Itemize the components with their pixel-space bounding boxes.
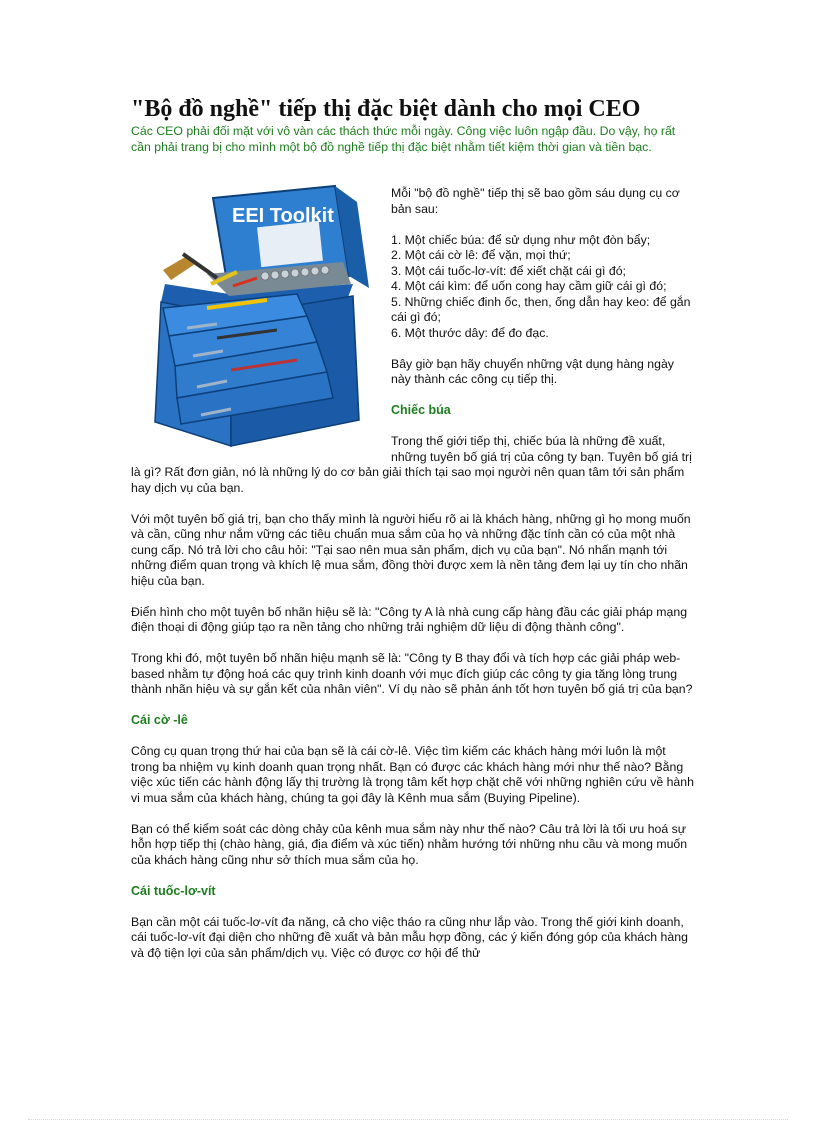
body-paragraph: Công cụ quan trọng thứ hai của bạn sẽ là cái cờ-lê. Việc tìm kiếm các khách hàng mới luôn là một trong ba nhiệm vụ kinh doanh quan trọng nhất. Bạn có được các khách hàng mới như thế nào? Bằng việc xúc tiến các hành động lấy thị trường là trọng tâm kết hợp chặt chẽ với những nghiên cứu về hành vi mua sắm của khách hàng, chúng ta gọi đây là Kênh mua sắm (Buying Pipeline). [131, 744, 694, 805]
transition-paragraph: Bây giờ bạn hãy chuyển những vật dụng hàng ngày này thành các công cụ tiếp thị. [391, 356, 674, 386]
page-bottom-divider [28, 1119, 788, 1120]
body-paragraph: Bạn cần một cái tuốc-lơ-vít đa năng, cả cho việc tháo ra cũng như lắp vào. Trong thế giới kinh doanh, cái tuốc-lơ-vít đại diện cho những đề xuất và bản mẫu hợp đồng, các ý kiến đóng góp của khách hàng và độ tiện lợi của sản phẩm/dịch vụ. Việc có được cơ hội để thử [131, 914, 688, 960]
section-heading-wrench: Cái cờ -lê [131, 713, 188, 727]
body-paragraph: Trong thế giới tiếp thị, chiếc búa là những đề xuất, những tuyên bố giá trị của công ty bạn. Tuyên bố giá trị là gì? Rất đơn giản, nó là những lý do cơ bản giải thích tại sao mọi người nên quan tâm tới sản phẩm hay dịch vụ của bạn. [131, 434, 692, 495]
toolkit-label: EEI Toolkit [232, 205, 334, 227]
toolbox-illustration [147, 184, 379, 456]
list-item: 4. Một cái kìm: để uốn cong hay cầm giữ cái gì đó; [391, 279, 667, 293]
body-paragraph: Trong khi đó, một tuyên bố nhãn hiệu mạnh sẽ là: "Công ty B thay đổi và tích hợp các giải pháp web-based nhằm tự động hoá các quy trình kinh doanh với mục đích giúp các công ty gia tăng lòng trung thành nhãn hiệu và sự gắn kết của nhân viên". Ví dụ nào sẽ phản ánh tốt hơn tuyên bố giá trị của bạn? [131, 651, 693, 696]
list-item: 3. Một cái tuốc-lơ-vít: để xiết chặt cái gì đó; [391, 263, 626, 278]
body-paragraph: Bạn có thể kiểm soát các dòng chảy của kênh mua sắm này như thế nào? Câu trả lời là tối ưu hoá sự hỗn hợp tiếp thị (chào hàng, giá, địa điểm và xúc tiến) nhằm hướng tới những nhu cầu và mong muốn của khách hàng cũng như sở thích mua sắm của họ. [131, 821, 688, 867]
article-body [131, 186, 697, 977]
list-item: 2. Một cái cờ lê: để vặn, mọi thứ; [391, 248, 571, 262]
body-paragraph: Điển hình cho một tuyên bố nhãn hiệu sẽ là: "Công ty A là nhà cung cấp hàng đầu các giải pháp mạng điện thoại di động giúp tạo ra nền tảng cho những trải nghiệm dữ liệu di động thành công". [131, 604, 688, 634]
section-heading-screwdriver: Cái tuốc-lơ-vít [131, 883, 216, 898]
toolbox-image [147, 184, 379, 456]
list-item: 6. Một thước dây: để đo đạc. [391, 325, 549, 340]
page-title: "Bộ đồ nghề" tiếp thị đặc biệt dành cho mọi CEO [131, 96, 641, 122]
list-item: 1. Một chiếc búa: để sử dụng như một đòn bẩy; [391, 232, 651, 247]
list-item: 5. Những chiếc đinh ốc, then, ống dẫn hay keo: để gắn cái gì đó; [391, 294, 691, 324]
intro-paragraph: Các CEO phải đối mặt với vô vàn các thách thức mỗi ngày. Công việc luôn ngập đầu. Do vậy, họ rất cần phải trang bị cho mình một bộ đồ nghề tiếp thị đặc biệt nhằm tiết kiệm thời gian và tiền bạc. [131, 124, 676, 154]
lead-paragraph: Mỗi "bộ đồ nghề" tiếp thị sẽ bao gồm sáu dụng cụ cơ bản sau: [391, 186, 680, 216]
section-heading-hammer: Chiếc búa [391, 403, 451, 417]
body-paragraph: Với một tuyên bố giá trị, bạn cho thấy mình là người hiểu rõ ai là khách hàng, những gì họ mong muốn và cần, cũng như nắm vững các tiêu chuẩn mua sắm của họ và những đặc tính cần có của một nhà cung cấp. Nó trả lời cho câu hỏi: "Tại sao nên mua sản phẩm, dịch vụ của bạn". Nó nhấn mạnh tới những điểm quan trọng và khích lệ mua sắm, đồng thời được xem là nền tảng đem lại uy tín cho nhãn hiệu của bạn. [131, 511, 691, 588]
